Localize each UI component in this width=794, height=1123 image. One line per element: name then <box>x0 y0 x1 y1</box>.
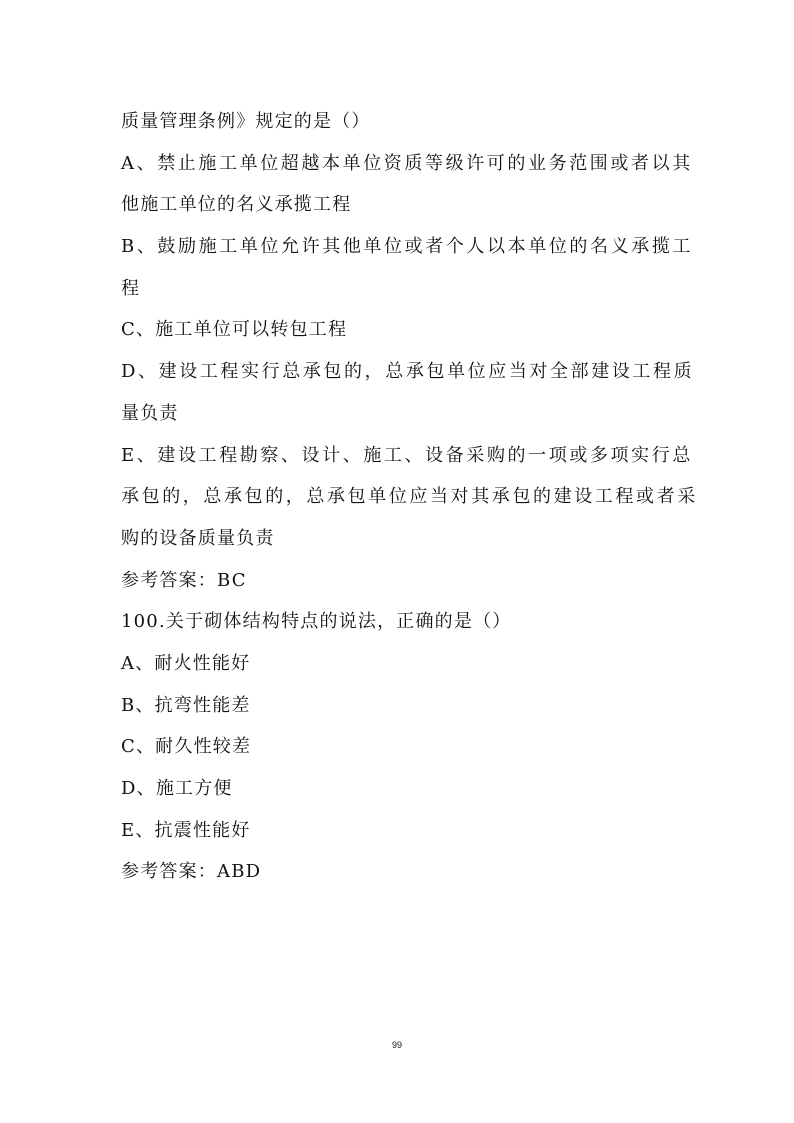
question-99-stem-tail: 质量管理条例》规定的是（） <box>121 111 371 132</box>
question-100-option-d: D、施工方便 <box>121 778 233 799</box>
question-100-answer: 参考答案：ABD <box>121 861 262 883</box>
page-content <box>121 101 698 893</box>
option-e-line-2: 承包的，总承包的，总承包单位应当对其承包的建设工程或者采 <box>121 486 698 508</box>
question-99-option-c <box>121 309 681 351</box>
option-c-line-1: C、施工单位可以转包工程 <box>121 319 348 341</box>
option-b-line-2: 程 <box>121 277 141 299</box>
option-e-line-1: E、建设工程勘察、设计、施工、设备采购的一项或多项实行总 <box>121 444 693 466</box>
question-100-option-e: E、抗震性能好 <box>121 819 251 841</box>
question-99-option-e <box>121 435 698 560</box>
question-99-option-a <box>121 143 693 226</box>
question-100-option-a: A、耐火性能好 <box>121 652 251 674</box>
question-100-stem: 100.关于砌体结构特点的说法，正确的是（） <box>121 611 512 633</box>
question-99-option-b <box>121 226 694 309</box>
page-number: 99 <box>391 1040 402 1050</box>
question-99-option-d <box>121 351 695 434</box>
question-99-answer: 参考答案：BC <box>121 569 247 591</box>
option-d-line-1: D、建设工程实行总承包的，总承包单位应当对全部建设工程质 <box>121 361 695 383</box>
option-e-line-3: 购的设备质量负责 <box>121 527 275 549</box>
question-100-option-b: B、抗弯性能差 <box>121 694 251 716</box>
option-b-line-1: B、鼓励施工单位允许其他单位或者个人以本单位的名义承揽工 <box>121 236 694 258</box>
option-d-line-2: 量负责 <box>121 402 179 424</box>
option-a-line-2: 他施工单位的名义承揽工程 <box>121 194 352 216</box>
question-100-option-c: C、耐久性较差 <box>121 736 252 758</box>
option-a-line-1: A、禁止施工单位超越本单位资质等级许可的业务范围或者以其 <box>121 152 693 174</box>
